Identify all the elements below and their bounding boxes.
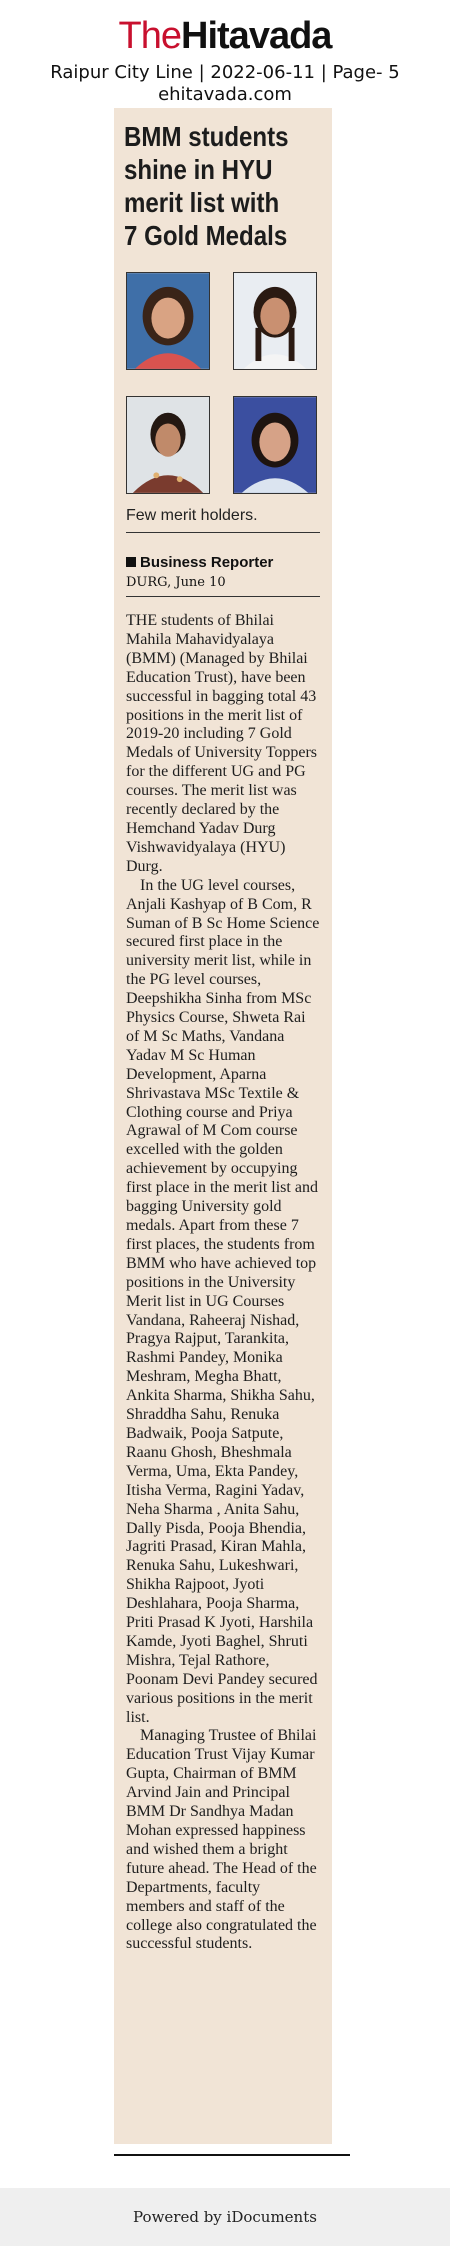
headline-line: merit list with — [124, 187, 280, 218]
byline-square-icon — [126, 557, 136, 567]
body-paragraph: In the UG level courses, Anjali Kashyap of B Com, R Suman of B Sc Home Science secured first place in the university merit list, while in the PG level courses, Deepshikha Sinha from MSc Physics Course, Shweta Rai of M Sc Maths, Vandana Yadav M Sc Human Development, Aparna Shrivastava MSc Textile & Clothing course and Priya Agrawal of M Com course excelled with the golden achievement by occupying first place in the merit list and bagging University gold medals. Apart from these 7 first places, the students from BMM who have achieved top positions in the University Merit list in UG Courses Vandana, Raheeraj Nishad, Pragya Rajput, Tarankita, Rashmi Pandey, Monika Meshram, Megha Bhatt, Ankita Sharma, Shikha Sahu, Shraddha Sahu, Renuka Badwaik, Pooja Satpute, Raanu Ghosh, Bheshmala Verma, Uma, Ekta Pandey, Itisha Verma, Ragini Yadav, Neha Sharma , Anita Sahu, Dally Pisda, Pooja Bhendia, Jagriti Prasad, Kiran Mahla, Renuka Sahu, Lukeshwari, Shikha Rajpoot, Jyoti Deshlahara, Pooja Sharma, Priti Prasad K Jyoti, Harshila Kamde, Jyoti Baghel, Shruti Mishra, Tejal Rathore, Poonam Devi Pandey secured various positions in the merit list. — [126, 876, 320, 1726]
merit-holder-photo — [233, 396, 317, 494]
dateline: DURG, June 10 — [126, 575, 226, 590]
edition-line: Raipur City Line | 2022-06-11 | Page- 5 — [50, 62, 400, 83]
body-paragraph: Managing Trustee of Bhilai Education Trust Vijay Kumar Gupta, Chairman of BMM Arvind Jain and Principal BMM Dr Sandhya Madan Mohan expressed happiness and wished them a bright future ahead. The Head of the Departments, faculty members and staff of the college also congratulated the successful students. — [126, 1727, 317, 1953]
article-body — [126, 612, 322, 1954]
article-end-divider — [114, 2154, 350, 2156]
masthead-the: The — [118, 15, 182, 57]
portrait-image — [234, 273, 316, 369]
portrait-image — [127, 397, 209, 493]
portrait-image — [127, 273, 209, 369]
footer-powered-by[interactable]: Powered by iDocuments — [0, 2188, 450, 2246]
body-paragraph: THE students of Bhilai Mahila Mahavidyalaya (BMM) (Managed by Bhilai Education Trust), have been successful in bagging total 43 positions in the merit list of 2019-20 including 7 Gold Medals of University Toppers for the different UG and PG courses. The merit list was recently declared by the Hemchand Yadav Durg Vishwavidyalaya (HYU) Durg. — [126, 612, 317, 875]
portrait-image — [234, 397, 316, 493]
site-link[interactable]: ehitavada.com — [158, 84, 292, 105]
article-headline — [124, 120, 300, 252]
masthead-logo — [0, 14, 450, 58]
byline-divider — [126, 596, 320, 597]
byline — [126, 554, 273, 572]
photo-caption: Few merit holders. — [126, 507, 258, 524]
merit-holder-photo — [126, 272, 210, 370]
masthead-hitavada: Hitavada — [181, 15, 332, 57]
headline-line: shine in HYU — [124, 154, 273, 185]
byline-text: Business Reporter — [140, 554, 274, 571]
merit-holder-photo — [126, 396, 210, 494]
headline-line: 7 Gold Medals — [124, 220, 288, 251]
caption-divider — [126, 532, 320, 533]
headline-line: BMM students — [124, 121, 289, 152]
merit-holder-photo — [233, 272, 317, 370]
